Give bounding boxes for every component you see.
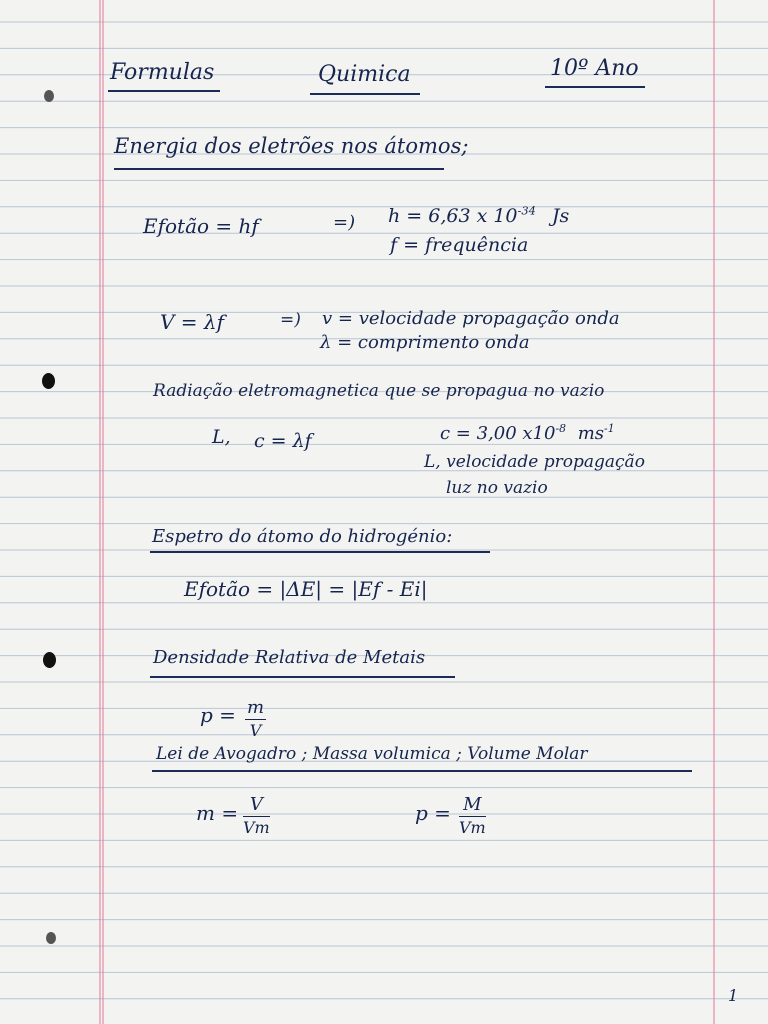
formula-espetro: Efotão = |ΔE| = |Ef - Ei| xyxy=(184,577,428,601)
fraction-numerator: V xyxy=(243,796,270,817)
fraction-numerator: M xyxy=(459,796,486,817)
light-speed-unit: ms xyxy=(577,423,605,444)
implies-arrow: =) xyxy=(280,310,301,330)
section-title: Energia dos eletrões nos átomos; xyxy=(114,134,469,158)
underline xyxy=(114,168,444,170)
v-definition: v = velocidade propagação onda xyxy=(322,308,620,329)
fraction-denominator: V xyxy=(249,721,262,740)
section-title: Densidade Relativa de Metais xyxy=(153,647,426,668)
formula-v: V = λf xyxy=(160,310,224,334)
section-title: Lei de Avogadro ; Massa volumica ; Volume Molar xyxy=(156,744,588,764)
light-speed-value: c = 3,00 x10 xyxy=(440,423,556,444)
branch-arrow: L, xyxy=(212,426,231,448)
light-speed xyxy=(440,422,615,444)
header-center: Quimica xyxy=(318,62,411,87)
header-right: 10º Ano xyxy=(550,56,639,81)
fraction-denominator: Vm xyxy=(243,818,270,837)
lambda-definition: λ = comprimento onda xyxy=(320,332,530,353)
underline xyxy=(150,676,455,678)
light-speed-unit-exponent: -1 xyxy=(604,422,615,435)
header-left: Formulas xyxy=(110,60,215,85)
light-speed-exponent: -8 xyxy=(555,422,566,435)
formula-efotao: Efotão = hf xyxy=(143,214,259,238)
density-lhs: p = xyxy=(200,703,236,727)
formula-c: c = λf xyxy=(254,430,312,452)
binder-hole xyxy=(42,373,55,389)
implies-arrow: =) xyxy=(333,212,356,233)
underline xyxy=(545,86,645,88)
frequency-definition: f = frequência xyxy=(390,234,529,256)
volumic-lhs: p = xyxy=(415,801,451,825)
light-speed-def2: luz no vazio xyxy=(446,478,548,498)
volumic-fraction xyxy=(459,796,486,836)
planck-constant xyxy=(388,203,570,227)
binder-hole xyxy=(44,90,54,102)
binder-hole xyxy=(43,652,56,668)
section-title: Espetro do átomo do hidrogénio: xyxy=(152,526,453,547)
binder-hole xyxy=(46,932,56,944)
planck-value: h = 6,63 x 10 xyxy=(388,205,518,227)
underline xyxy=(108,90,220,92)
fraction-denominator: Vm xyxy=(459,818,486,837)
planck-exponent: -34 xyxy=(517,203,536,218)
radiation-title: Radiação eletromagnetica que se propagua no vazio xyxy=(153,381,605,401)
molar-fraction xyxy=(243,796,270,836)
underline xyxy=(152,770,692,772)
fraction-numerator: m xyxy=(247,697,265,718)
planck-unit: Js xyxy=(551,205,570,227)
light-speed-def1: L, velocidade propagação xyxy=(424,452,645,472)
density-fraction xyxy=(245,699,266,739)
molar-lhs: m = xyxy=(196,801,239,825)
page-number: 1 xyxy=(728,986,739,1005)
underline xyxy=(150,551,490,553)
underline xyxy=(310,93,420,95)
